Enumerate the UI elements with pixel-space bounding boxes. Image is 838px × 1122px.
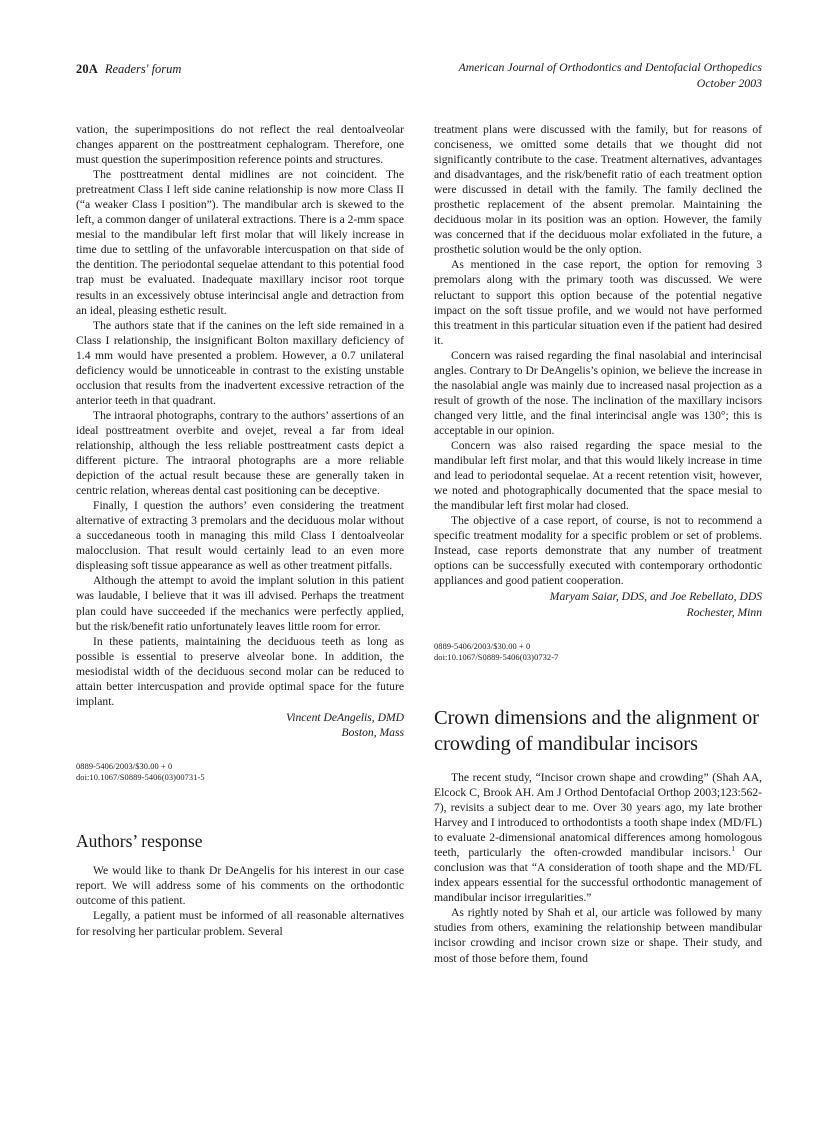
paragraph: Concern was raised regarding the final nasolabial and interincisal angles. Contrary to Dr DeAngelis’s opinion, we believe the increase in the nasolabial angle was mainly due to increased nasal projection as a result of growth of the nose. The inclination of the maxillary incisors changed very little, and the final interincisal angle was 130°; this is acceptable in our opinion. (434, 348, 762, 437)
signature-location: Boston, Mass (341, 725, 404, 739)
paragraph: Although the attempt to avoid the implant solution in this patient was laudable, I believe that it was ill advised. Perhaps the treatment plan could have succeeded if the mechanics were perfectly applied, but the risk/benefit ratio unfortunately leaves little room for error. (76, 574, 404, 633)
paragraph: The objective of a case report, of course, is not to recommend a specific treatment modality for a specific problem or set of problems. Instead, case reports demonstrate that any number of treatment options can be successfully executed with contemporary orthodontic appliances and good patient cooperation. (434, 514, 762, 588)
journal-name: American Journal of Orthodontics and Dentofacial Orthopedics (458, 60, 762, 74)
paragraph-text-post-ref: Our conclusion was that “A consideration of tooth shape and the MD/FL index appears essential for the successful orthodontic management of mandibular incisor irregularities.” (434, 846, 762, 905)
copyright-block (76, 761, 404, 783)
column-right (434, 122, 762, 966)
paragraph: treatment plans were discussed with the family, but for reasons of conciseness, we omitted some details that we thought did not significantly contribute to the case. Treatment alternatives, advantages and disadvantages, and the risk/benefit ratio of each treatment option were discussed in detail with the family. The family declined the prosthetic replacement of the absent premolar. Maintaining the deciduous molar in its position was an option. However, the family was concerned that if the deciduous molar exfoliated in the future, a prosthetic solution would be the only option. (434, 123, 762, 257)
column-left (76, 122, 404, 939)
copyright-block (434, 641, 762, 663)
authors-response-body (76, 863, 404, 938)
signature-location: Rochester, Minn (686, 605, 762, 619)
issn-line: 0889-5406/2003/$30.00 + 0 (434, 641, 531, 651)
signature-block (434, 589, 762, 619)
paragraph: We would like to thank Dr DeAngelis for his interest in our case report. We will address some of his comments on the orthodontic outcome of this patient. (76, 864, 404, 908)
paragraph: The authors state that if the canines on the left side remained in a Class I relationship, the insignificant Bolton maxillary deficiency of 1.4 mm would have presented a problem. However, a 0.7 unilateral deficiency would be unnoticeable in contrast to the existing unstable occlusion that results from the inadvertent excessive retraction of the anterior teeth in that quadrant. (76, 318, 404, 407)
paragraph-text-pre-ref: The recent study, “Incisor crown shape and crowding” (Shah AA, Elcock C, Brook AH. Am J Orthod Dentofacial Orthop 2003;123:562-7), revisits a subject dear to me. Over 30 years ago, my late brother Harvey and I introduced to orthodontists a tooth shape index (MD/FL) to evaluate 2-dimensional anatomical differences among homologous teeth, particularly the often-crowded mandibular incisors. (434, 770, 762, 860)
signature-name: Maryam Saiar, DDS, and Joe Rebellato, DDS (549, 590, 762, 604)
paragraph: The intraoral photographs, contrary to the authors’ assertions of an ideal posttreatment overbite and ovejet, reveal a far from ideal relationship, although the less reliable posttreatment casts depict a different picture. The intraoral photographs are a more reliable depiction of the actual result because these are generally taken in centric relation, whereas dental cast positioning can be deceptive. (76, 408, 404, 498)
article-title: Crown dimensions and the alignment or crowding of mandibular incisors (434, 706, 759, 755)
paragraph: Finally, I question the authors’ even considering the treatment alternative of extracting 3 premolars and the deciduous molar without a succedaneous tooth in managing this mild Class I dentoalveolar malocclusion. That result would certainly lead to an even more displeasing soft tissue appearance as well as other treatment pitfalls. (76, 499, 404, 573)
section-title: Readers' forum (104, 62, 182, 76)
issn-line: 0889-5406/2003/$30.00 + 0 (76, 761, 173, 771)
paragraph: Concern was also raised regarding the space mesial to the mandibular left first molar, and that this would likely increase in time and lead to periodontal sequelae. At a recent retention visit, however, we noted and photographically documented that the space mesial to the mandibular left first molar had closed. (434, 438, 762, 513)
paragraph: Legally, a patient must be informed of all reasonable alternatives for resolving her particular problem. Several (76, 909, 404, 938)
paragraph: As rightly noted by Shah et al, our article was followed by many studies from others, examining the relationship between mandibular incisor crowding and incisor crown size or shape. Their study, and most of those before them, found (434, 906, 762, 965)
doi-line: doi:10.1067/S0889-5406(03)00731-5 (76, 773, 205, 783)
paragraph: vation, the superimpositions do not reflect the real dentoalveolar changes apparent on the posttreatment cephalogram. Therefore, one must question the superimposition reference points and structures. (76, 123, 404, 167)
paragraph: The posttreatment dental midlines are not coincident. The pretreatment Class I left side canine relationship is now more Class II (“a weaker Class I position”). The mandibular arch is skewed to the left, a common danger of unilateral extractions. There is a 2-mm space mesial to the mandibular left first molar that will likely increase in time due to settling of the unfavorable intercuspation on that side of the dentition. The periodontal sequelae attendant to this potential food trap must be evaluated. Inadequate maxillary incisor root torque results in an excessively obtuse interincisal angle and detraction from an ideal, pleasing esthetic result. (76, 168, 404, 317)
paragraph: In these patients, maintaining the deciduous teeth as long as possible is essential to preserve alveolar bone. In addition, the mesiodistal width of the deciduous second molar can be reduced to attain better intercuspation and provide optimal space for the future implant. (76, 634, 404, 708)
issue-date: October 2003 (696, 75, 762, 90)
heading-authors-response: Authors’ response (76, 831, 203, 852)
reference-marker: 1 (731, 844, 735, 854)
doi-line: doi:10.1067/S0889-5406(03)0732-7 (434, 652, 559, 662)
signature-name: Vincent DeAngelis, DMD (286, 710, 404, 724)
page-folio: 20A (76, 62, 98, 76)
running-head (76, 60, 762, 106)
paragraph (434, 770, 762, 905)
article-body (434, 770, 762, 966)
running-head-left (76, 60, 181, 78)
running-head-right (459, 60, 762, 91)
paragraph: As mentioned in the case report, the option for removing 3 premolars along with the primary tooth was discussed. We were reluctant to support this option because of the potential negative impact on the soft tissue profile, and we would not have performed this treatment in this particular situation even if the patient had desired it. (434, 258, 762, 347)
signature-block (76, 710, 404, 740)
